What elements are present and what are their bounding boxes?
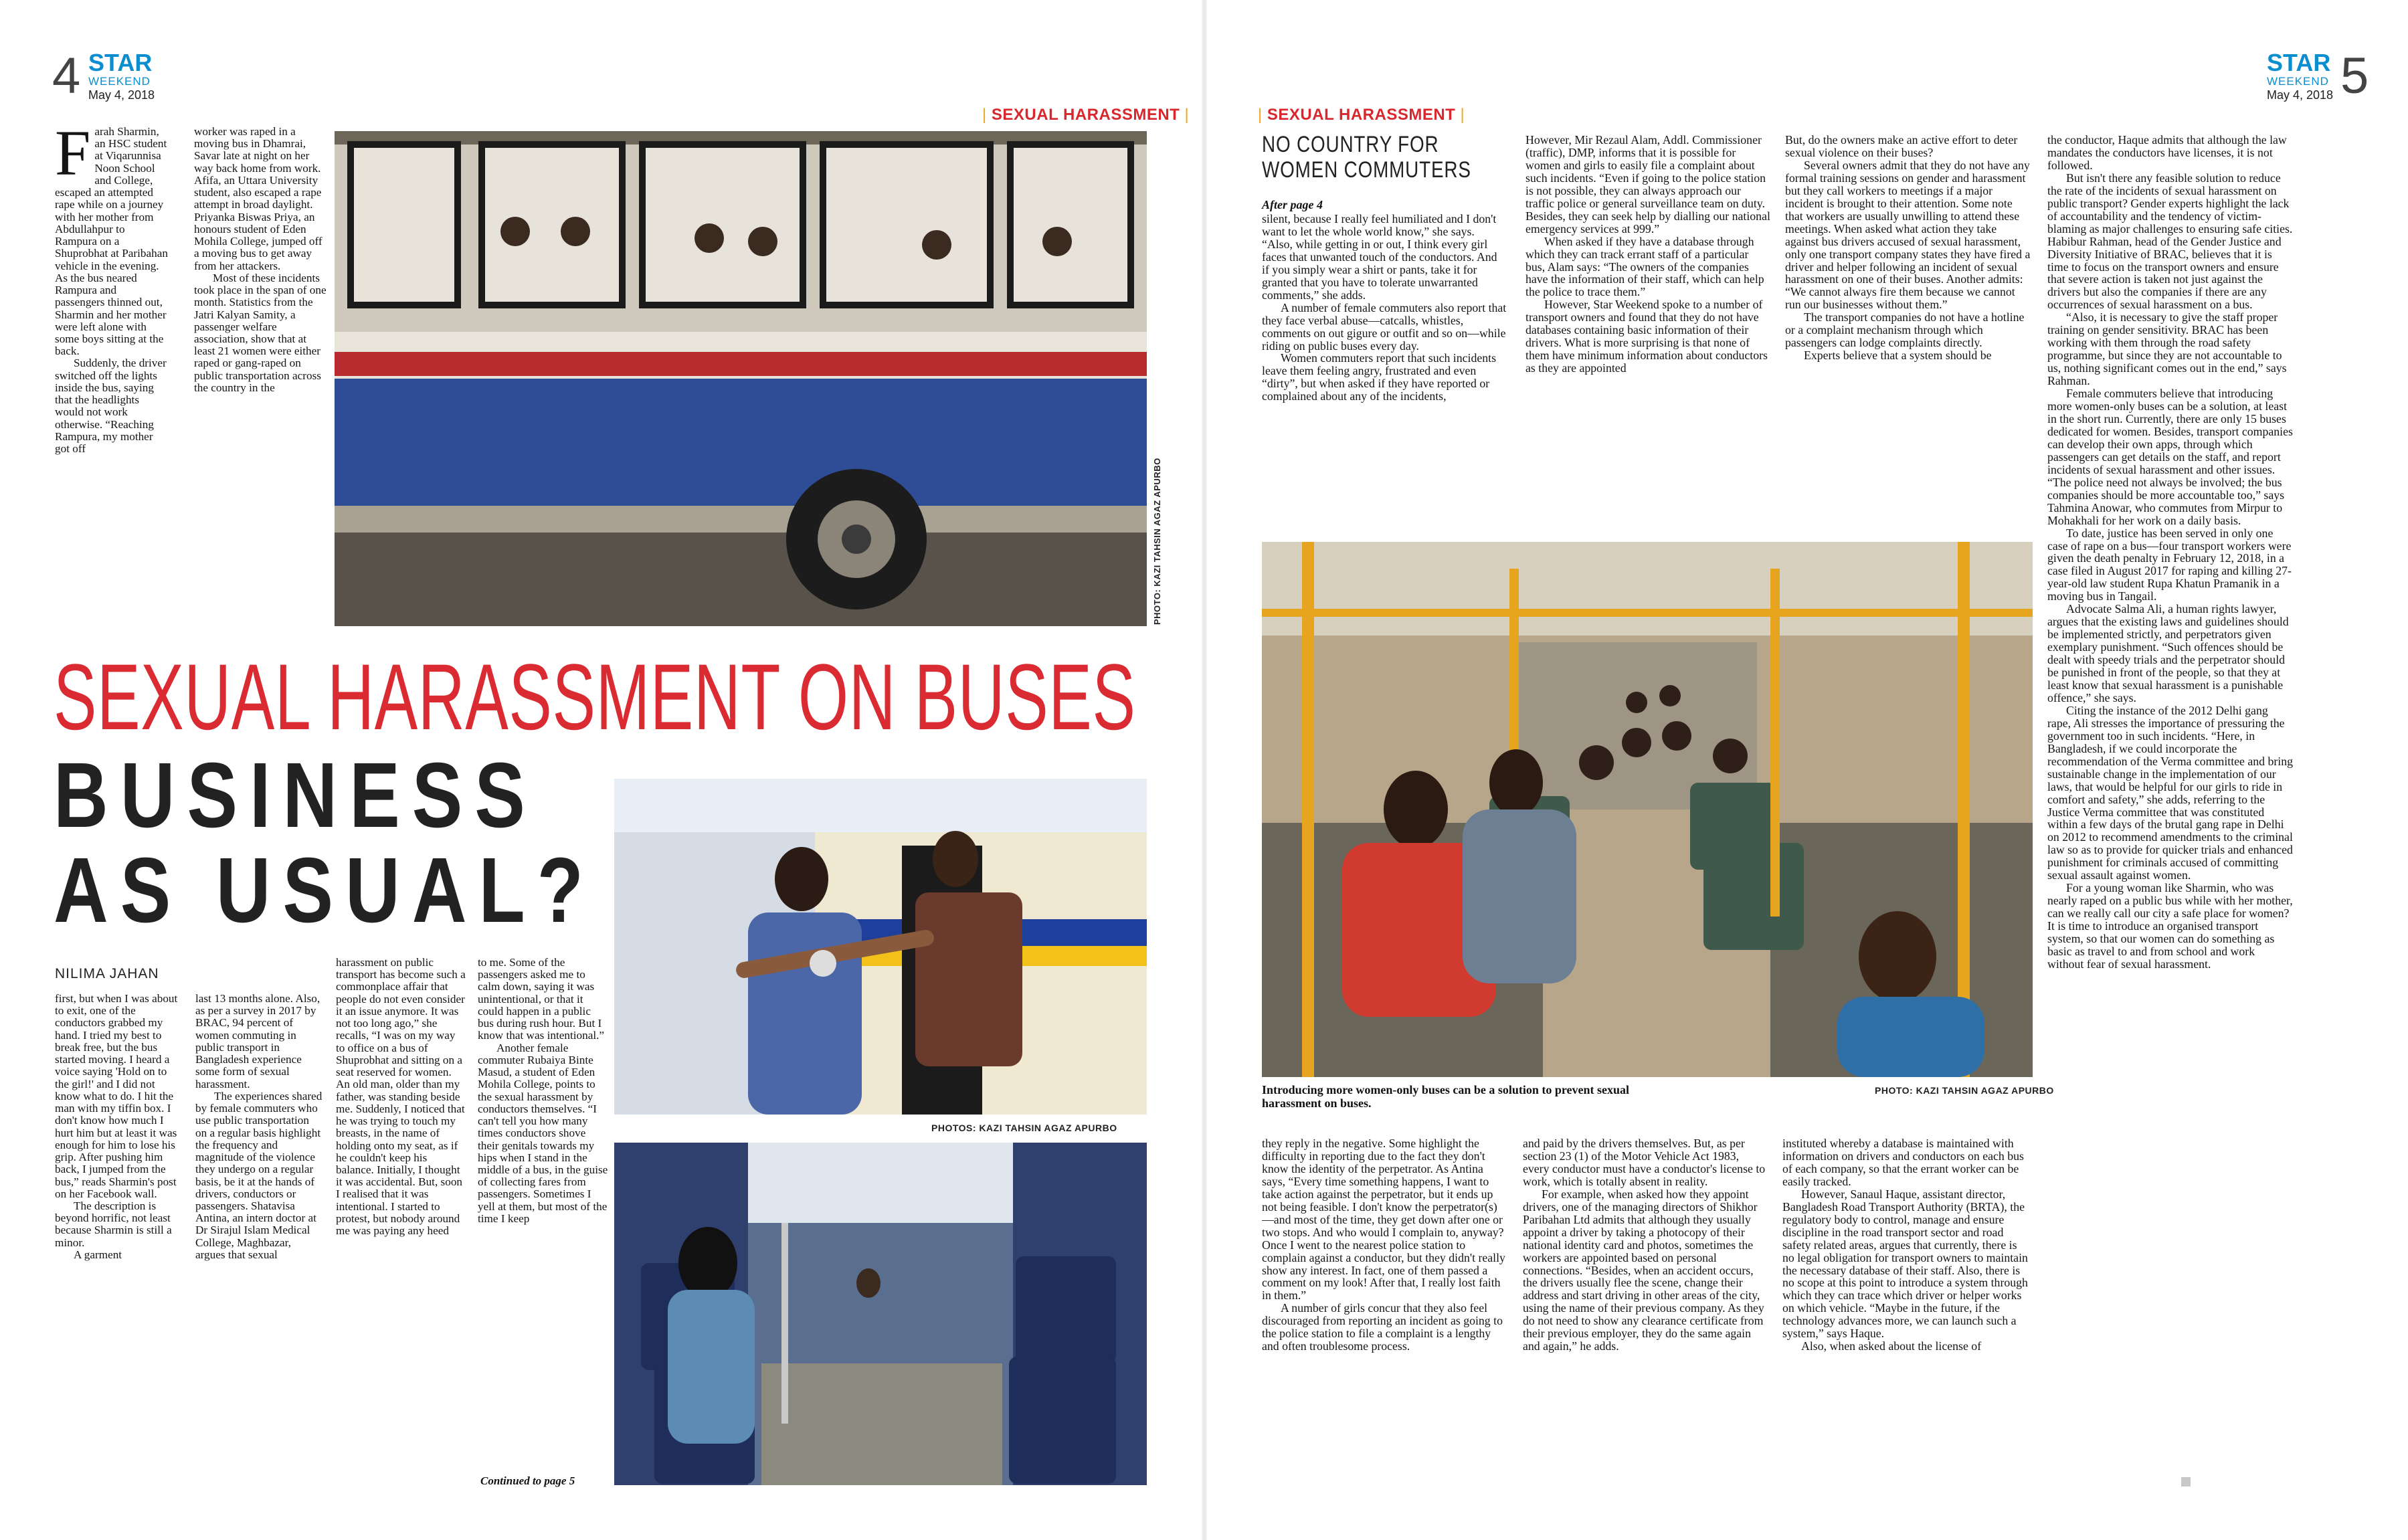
right-column-3: But, do the owners make an active effort to deter sexual violence on their buses? Several owners admit that they do not have any formal training sessions on gender and harassment but they call workers to meetings if a major incident is brought to their attention. Some note that workers are usually unwilling to attend these meetings. When asked what action they take against bus drivers accused of sexual harassment, only one transport company states they have fired a driver and helper following an incident of sexual harassment on one of their buses. Another admits: “We cannot always fire them because we cannot run our businesses without them.” The transport companies do not have a hotline or a complaint mechanism through which passengers can lodge complaints directly. Experts believe that a system should be [1785, 134, 2031, 363]
right-column-1: silent, because I really feel humiliated and I don't want to let the whole world know,” she says. “Also, while getting in or out, I think every girl faces that unwanted touch of the conductors. And if you simply wear a shirt or pants, take it for granted that you have to tolerate unwarranted comments,” she adds. A number of female commuters also report that they face verbal abuse—catcalls, whistles, comments on out gigure or outfit and so on—while riding on public buses every day. Women commuters report that such incidents leave them feeling angry, frustrated and even “dirty”, but when asked if they have reported or complained about any of the incidents, [1262, 213, 1507, 403]
article-column-6: to me. Some of the passengers asked me to calm down, saying it was unintentional, or that it could happen in a public bus during rush hour. But I know that was intentional.” Another female commuter Rubaiya Binte Masud, a student of Eden Mohila College, points to the sexual harassment by conductors themselves. “I can't tell you how many times conductors shove their genitals towards my hips when I stand in the middle of a bus, in the guise of collecting fares from passengers. Sometimes I yell at them, but most of the time I keep [478, 957, 608, 1225]
page-number: 4 [52, 47, 81, 104]
article-column-1: Farah Sharmin, an HSC student at Viqarunnisa Noon School and College, escaped an attempted rape while on a journey with her mother from Abdullahpur to Rampura on a Shuprobhat at Paribahan vehicle in the evening. As the bus neared Rampura and passengers thinned out, Sharmin and her mother were left alone with some boys sitting at the back. Suddenly, the driver switched off the lights inside the bus, saying that the headlights would not work otherwise. “Reaching Rampura, my mother got off [55, 126, 168, 456]
after-page-label: After page 4 [1262, 198, 1323, 211]
right-column-2: However, Mir Rezaul Alam, Addl. Commissioner (traffic), DMP, informs that it is possible for women and girls to easily file a complaint about such incidents. “Even if going to the police station is not possible, they can always approach our traffic police or general surveillance team on duty. Besides, they can seek help by dialling our national emergency services at 999.” When asked if they have a database through which they can track errant staff of a particular bus, Alam says: “The owners of the companies have the information of their staff, which can help the police to trace them.” However, Star Weekend spoke to a number of transport owners and found that they do not have databases containing basic information of their drivers. What is more surprising is that none of them have minimum information about conductors as they are appointed [1525, 134, 1770, 375]
end-mark [2181, 1477, 2191, 1486]
photo-credit-right: PHOTO: KAZI TAHSIN AGAZ APURBO [1875, 1085, 2054, 1096]
continued-link[interactable]: Continued to page 5 [480, 1474, 575, 1487]
section-kicker: | SEXUAL HARASSMENT | [982, 106, 1190, 124]
right-bottom-column-2: and paid by the drivers themselves. But, as per section 23 (1) of the Motor Vehicle Act 1983, every conductor must have a conductor's license to work, which is totally absent in reality. For example, when asked how they appoint drivers, one of the managing directors of Shikhor Paribahan Ltd admits that although they usually appoint a driver by taking a photocopy of their national identity card and photos, sometimes the workers are appointed based on personal connections. “Besides, when an accident occurs, the drivers usually flee the scene, change their address and start driving in other areas of the city, using the name of their previous company. As they do not need to show any clearance certificate from their previous employer, they do the same again and again,” he adds. [1523, 1137, 1766, 1353]
article-title-line-1: NO COUNTRY FOR [1262, 132, 1439, 157]
article-title-line-2: WOMEN COMMUTERS [1262, 157, 1471, 183]
article-column-3: first, but when I was about to exit, one of the conductors grabbed my hand. I tried my best to break free, but the bus started moving. I heard a voice saying 'Hold on to the girl!' and I did not know what to do. I hit the man with my tiffin box. I don't know how much I hurt him but at least it was enough for him to lose his grip. After pushing him back, I jumped from the bus,” reads Sharmin's post on her Facebook wall. The description is beyond horrific, not least because Sharmin is still a minor. A garment [55, 993, 178, 1261]
masthead-star-right: STAR [2267, 49, 2331, 76]
drop-cap: F [55, 126, 91, 189]
byline: NILIMA JAHAN [55, 966, 159, 981]
subhead-line-2: AS USUAL? [54, 839, 595, 942]
article-column-4: last 13 months alone. Also, as per a survey in 2017 by BRAC, 94 percent of women commuting in public transport in Bangladesh experience some form of sexual harassment. The experiences shared by female commuters who use public transportation on a regular basis highlight the frequency and magnitude of the violence they undergo on a regular basis, be it at the hands of drivers, conductors or passengers. Shatavisa Antina, an intern doctor at Dr Sirajul Islam Medical College, Maghbazar, argues that sexual [195, 993, 322, 1261]
section-kicker-right: | SEXUAL HARASSMENT | [1258, 106, 1465, 124]
right-bottom-column-1: they reply in the negative. Some highlight the difficulty in reporting due to the fact they don't know the identity of the perpetrator. As Antina says, “Every time something happens, I want to take action against the perpetrator, but it ends up not being feasible. I don't know the perpetrator(s)—and most of the time, they get down after one or two stops. And who would I complain to, anyway? Once I went to the nearest police station to complain against a conductor, but they didn't really show any interest. In fact, one of them passed a comment on my look! After that, I really lost faith in them.” A number of girls concur that they also feel discouraged from reporting an incident as going to the police station to file a complaint is a lengthy and often troublesome process. [1262, 1137, 1505, 1353]
bus-interior-photo-1 [614, 1143, 1147, 1485]
article-column-5: harassment on public transport has become such a commonplace affair that people do not even consider it an issue anymore. It was not too long ago,” she recalls, “I was on my way to office on a bus of Shuprobhat and sitting on a seat reserved for women. An old man, older than my father, was standing beside me. Suddenly, I noticed that he was trying to touch my breasts, in the name of holding onto my seat, as if he couldn't keep his balance. Initially, I thought it was accidental. But, soon I realised that it was intentional. I started to protest, but nobody around me was paying any heed [336, 957, 466, 1238]
boarding-bus-photo [614, 779, 1147, 1115]
headline: SEXUAL HARASSMENT ON BUSES [54, 644, 1136, 749]
issue-date-right: May 4, 2018 [2267, 88, 2334, 102]
right-bottom-column-3: instituted whereby a database is maintained with information on drivers and conductors on each bus of each company, so that the errant worker can be easily tracked. However, Sanaul Haque, assistant director, Bangladesh Road Transport Authority (BRTA), the regulatory body to control, manage and ensure discipline in the road transport sector and road safety related areas, argues that currently, there is no legal obligation for transport owners to maintain the necessary database of their staff. Also, there is no scope at this point to introduce a system through which they can trace which driver or helper works on which vehicle. “Maybe in the future, if the technology advances more, we can launch such a system,” says Haque. Also, when asked about the license of [1782, 1137, 2028, 1353]
photo-credit-vertical: PHOTO: KAZI TAHSIN AGAZ APURBO [1152, 458, 1162, 625]
women-only-bus-photo [1262, 542, 2033, 1077]
right-column-4: the conductor, Haque admits that although the law mandates the conductors have licenses, it is not followed. But isn't there any feasible solution to reduce the rate of the incidents of sexual harassment on public transport? Gender experts highlight the lack of accountability and the tendency of victim-blaming as major challenges to ensuring safe cities. Habibur Rahman, head of the Gender Justice and Diversity Initiative of BRAC, believes that it is time to focus on the transport owners and ensure that severe action is taken not just against the drivers but also the companies if there are any occurrences of sexual harassment on a bus. “Also, it is necessary to give the staff proper training on gender sensitivity. BRAC has been working with them through the road safety programme, but since they are not accountable to us, nothing significant comes out in the end,” says Rahman. Female commuters believe that introducing more women-only buses can be a solution, at least in the short run. Currently, there are only 15 buses dedicated for women. Besides, transport companies can develop their own apps, through which passengers can get details on the staff, and report incidents of sexual harassment and other issues. “The police need not always be involved; the bus companies should be more accountable too,” says Tahmina Anowar, who commutes from Mirpur to Mohakhali for her work on a daily basis. To date, justice has been served in only one case of rape on a bus—four transport workers were given the death penalty in February 12, 2018, in a case filed in August 2017 for raping and killing 27-year-old law student Rupa Khatun Pramanik in a moving bus in Tangail. Advocate Salma Ali, a human rights lawyer, argues that the existing laws and guidelines should be implemented strictly, and perpetrators given exemplary punishment. “Such offences should be dealt with speedy trials and the perpetrator should be punished in front of the people, so that they at least know that sexual harassment is a punishable offence,” she says. Citing the instance of the 2012 Delhi gang rape, Ali stresses the importance of pressuring the government too in such incidents. “Here, in Bangladesh, if we could incorporate the recommendation of the Verma committee and bring sustainable change in the implementation of our laws, that would be helpful for our girls to ride in comfort and safety,” she adds, referring to the Justice Verma committee that was constituted within a few days of the brutal gang rape in Delhi on 2012 to recommend amendments to the criminal law so as to provide for quicker trials and enhanced punishment for criminals accused of committing sexual assault against women. For a young woman like Sharmin, who was nearly raped on a public bus while with her mother, can we really call our city a safe place for women? It is time to introduce an organised transport system, so that our women can do something as basic as travel to and from school and work without fear of sexual harassment. [2047, 134, 2294, 971]
issue-date: May 4, 2018 [88, 88, 155, 102]
masthead-weekend: WEEKEND [88, 75, 151, 88]
bus-exterior-photo [335, 131, 1147, 626]
masthead-star: STAR [88, 49, 153, 76]
masthead-weekend-right: WEEKEND [2267, 75, 2329, 88]
subhead-line-1: BUSINESS [54, 744, 537, 847]
page-fold [1202, 0, 1207, 1540]
page-number-right: 5 [2340, 47, 2369, 104]
article-column-2: worker was raped in a moving bus in Dhamrai, Savar late at night on her way back home from work. Afifa, an Uttara University student, also escaped a rape attempt in broad daylight. Priyanka Biswas Priya, an honours student of Eden Mohila College, jumped off a moving bus to get away from her attackers. Most of these incidents took place in the span of one month. Statistics from the Jatri Kalyan Samity, a passenger welfare association, show that at least 21 women were either raped or gang-raped on public transportation across the country in the [194, 126, 327, 394]
photo-caption: Introducing more women-only buses can be a solution to prevent sexual harassment on buses. [1262, 1083, 1630, 1110]
photos-credit: PHOTOS: KAZI TAHSIN AGAZ APURBO [931, 1123, 1117, 1133]
